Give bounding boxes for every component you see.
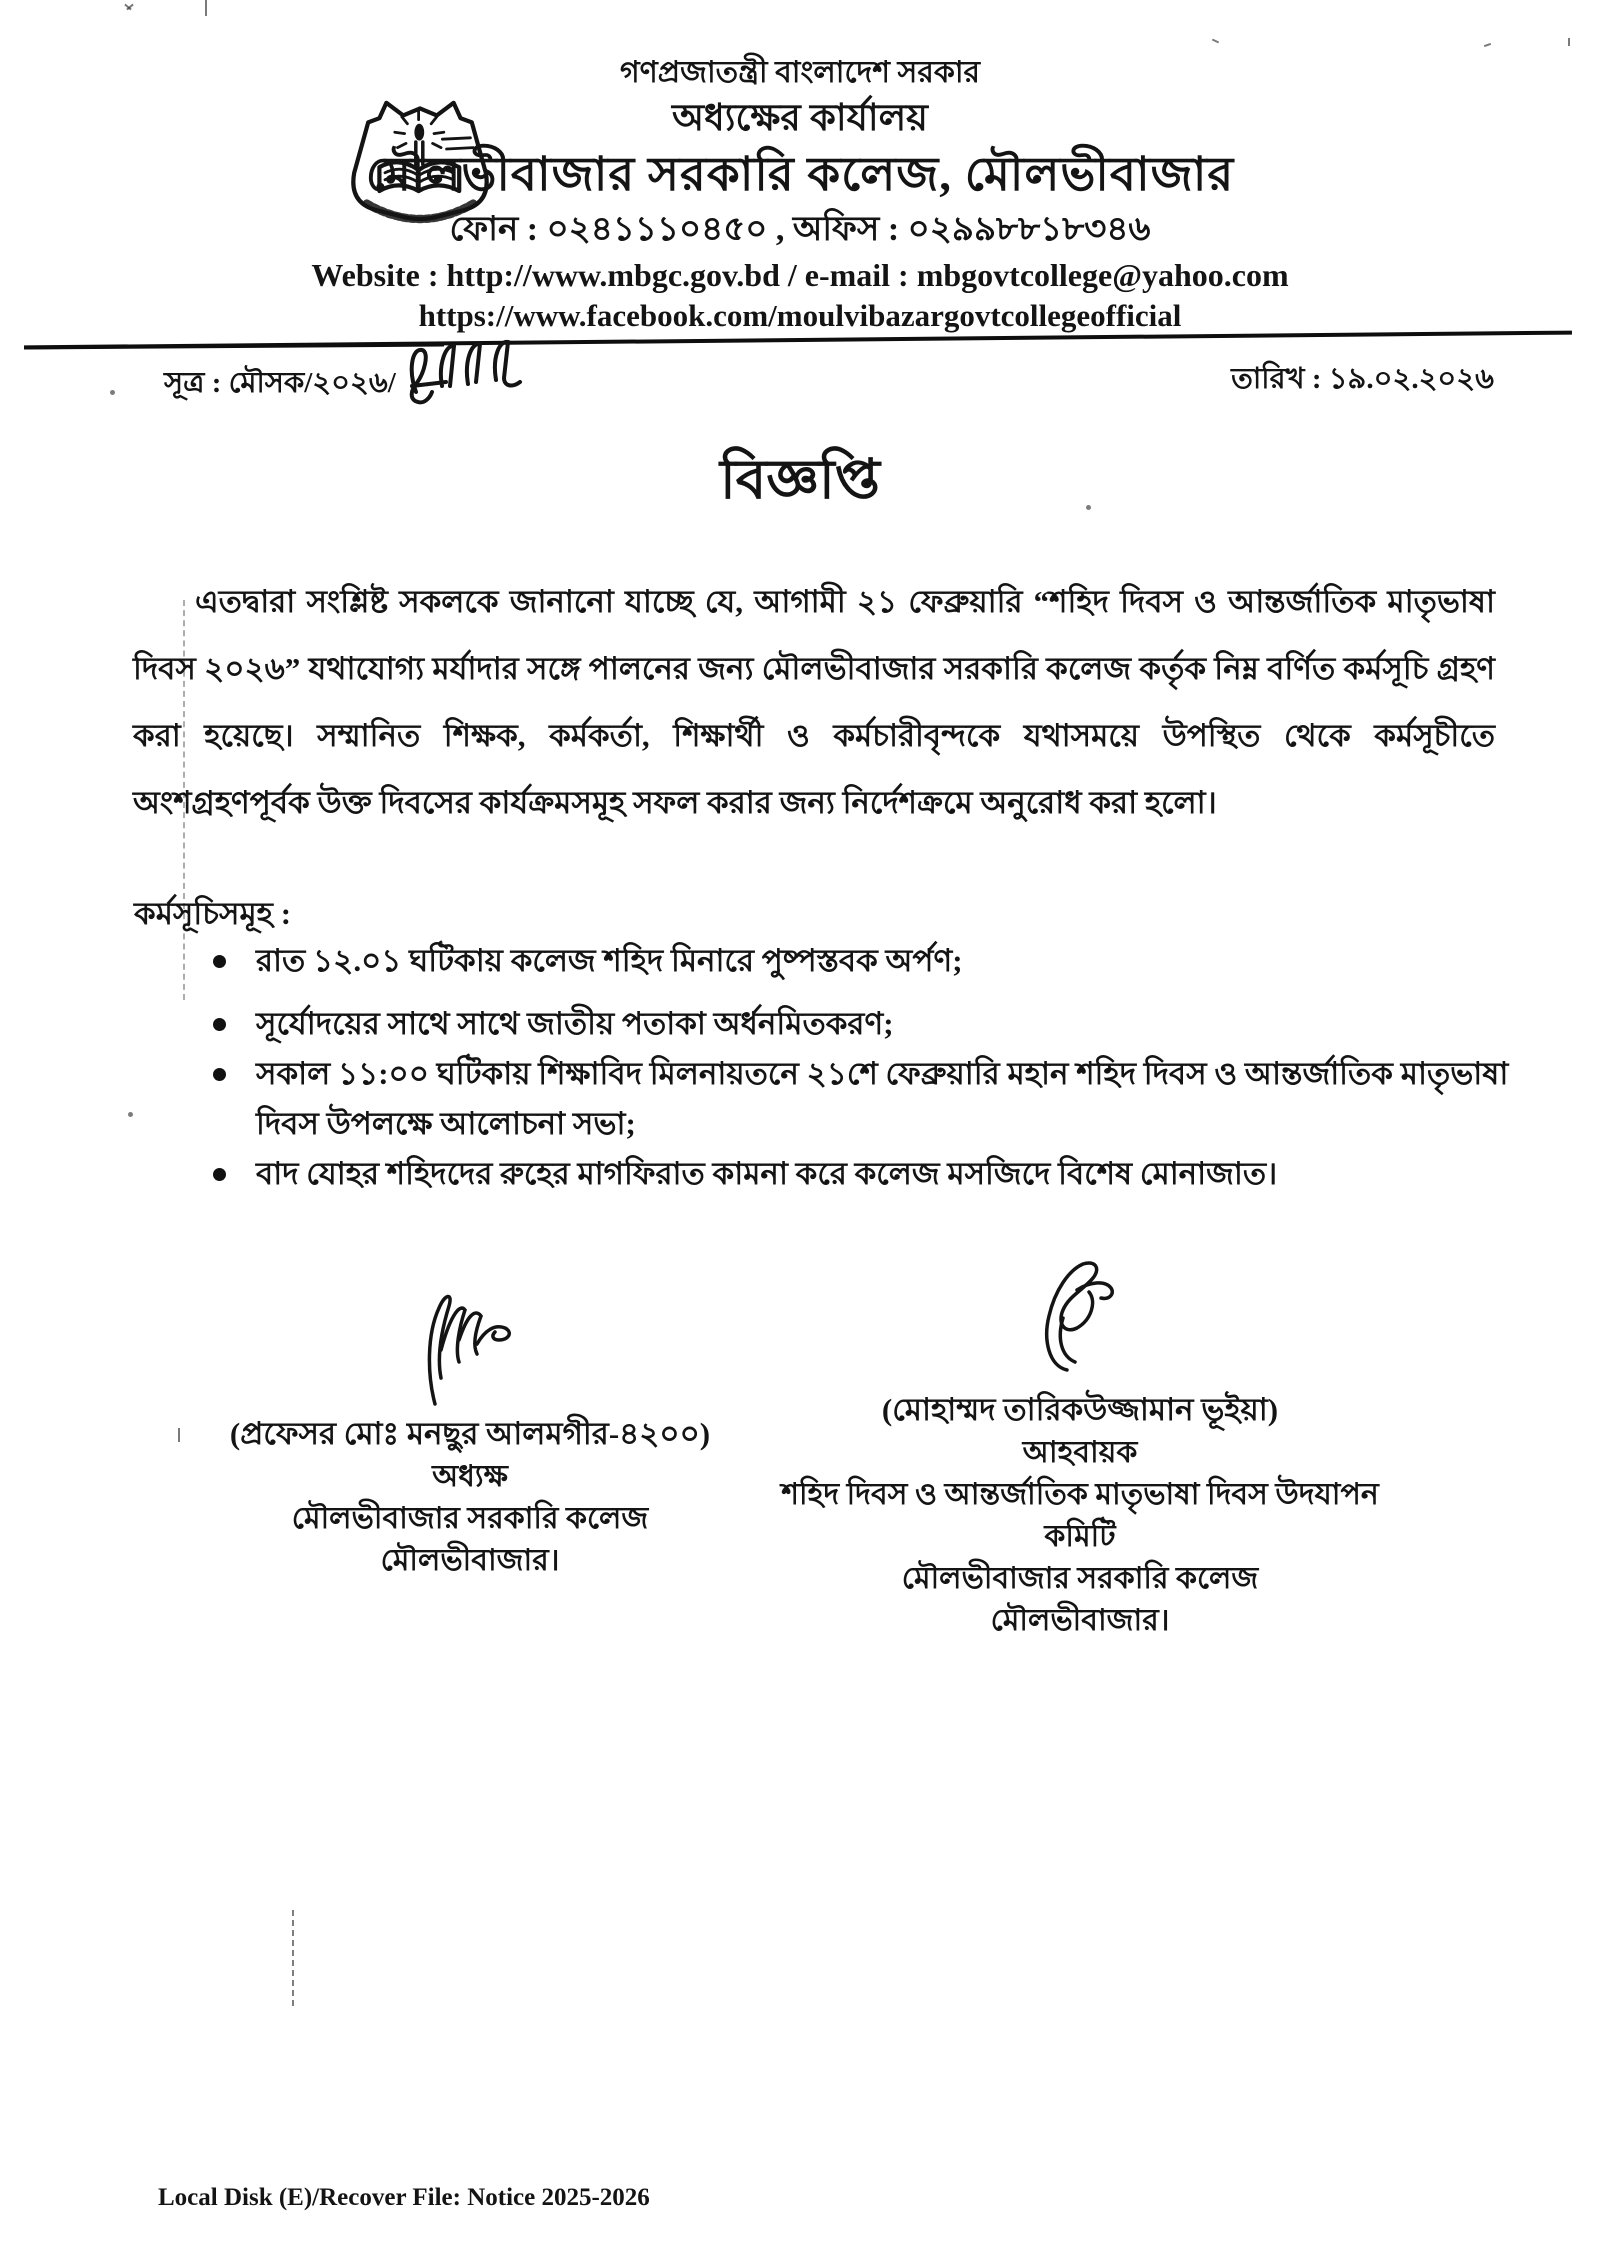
schedule-list (213, 936, 1523, 1199)
list-item-text: রাত ১২.০১ ঘটিকায় কলেজ শহিদ মিনারে পুষ্পস্তবক অর্পণ; (256, 943, 963, 978)
principal-place: মৌলভীবাজার। (380, 1544, 560, 1577)
memo-number (164, 360, 552, 416)
bullet-icon (213, 1168, 226, 1181)
scan-artifact (1086, 505, 1091, 510)
file-path-footer: Local Disk (E)/Recover File: Notice 2025-2026 (158, 2184, 650, 2211)
scan-artifact (205, 0, 207, 16)
scan-artifact (110, 390, 115, 395)
list-item-text: বাদ যোহর শহিদদের রুহের মাগফিরাত কামনা করে কলেজ মসজিদে বিশেষ মোনাজাত। (256, 1156, 1278, 1191)
handwritten-memo-number (402, 336, 552, 416)
office-line: অধ্যক্ষের কার্যালয় (672, 98, 928, 139)
list-item (213, 1049, 1523, 1149)
convener-designation: আহবায়ক (1022, 1436, 1138, 1469)
website-email-line: Website : http://www.mbgc.gov.bd / e-mail : mbgovtcollege@yahoo.com (311, 257, 1289, 293)
government-line: গণপ্রজাতন্ত্রী বাংলাদেশ সরকার (619, 56, 981, 89)
list-item-text: সকাল ১১:০০ ঘটিকায় শিক্ষাবিদ মিলনায়তনে ২১শে ফেব্রুয়ারি মহান শহিদ দিবস ও আন্তর্জাতিক মাতৃভাষা দিবস উপলক্ষে আলোচনা সভা; (256, 1056, 1509, 1141)
scan-artifact (1212, 39, 1219, 44)
notice-body-paragraph: এতদ্বারা সংশ্লিষ্ট সকলকে জানানো যাচ্ছে যে, আগামী ২১ ফেব্রুয়ারি “শহিদ দিবস ও আন্তর্জাতিক মাতৃভাষা দিবস ২০২৬” যথাযোগ্য মর্যাদার সঙ্গে পালনের জন্য মৌলভীবাজার সরকারি কলেজ কর্তৃক নিম্ন বর্ণিত কর্মসূচি গ্রহণ করা হয়েছে। সম্মানিত শিক্ষক, কর্মকর্তা, শিক্ষার্থী ও কর্মচারীবৃন্দকে যথাসময়ে উপস্থিত থেকে কর্মসূচীতে অংশগ্রহণপূর্বক উক্ত দিবসের কার্যক্রমসমূহ সফল করার জন্য নির্দেশক্রমে অনুরোধ করা হলো। (133, 584, 1495, 820)
convener-place: মৌলভীবাজার। (990, 1604, 1170, 1637)
college-name: মৌলভীবাজার সরকারি কলেজ, মৌলভীবাজার (365, 149, 1235, 201)
list-item (213, 999, 1523, 1049)
scan-fold-line (183, 600, 185, 1000)
page-title: বিজ্ঞপ্তি (720, 449, 880, 510)
ref-date-row (0, 350, 1600, 420)
scan-artifact (128, 1112, 133, 1117)
principal-signature-scribble (395, 1288, 545, 1406)
schedule-heading: কর্মসূচিসমূহ : (134, 896, 292, 931)
bullet-icon (213, 955, 226, 968)
list-item (213, 1149, 1523, 1199)
letterhead (0, 52, 1600, 336)
facebook-line: https://www.facebook.com/moulvibazargovtcollegeofficial (418, 298, 1182, 333)
principal-designation: অধ্যক্ষ (432, 1460, 508, 1493)
convener-signature-block (770, 1252, 1390, 1642)
list-item-text: সূর্যোদয়ের সাথে সাথে জাতীয় পতাকা অর্ধনমিতকরণ; (256, 1006, 894, 1041)
principal-name: (প্রফেসর মোঃ মনছুর আলমগীর-৪২০০) (229, 1416, 711, 1451)
scan-artifact (1568, 38, 1570, 46)
convener-name: (মোহাম্মদ তারিকউজ্জামান ভূইয়া) (881, 1392, 1279, 1427)
convener-institution: মৌলভীবাজার সরকারি কলেজ (901, 1562, 1259, 1595)
scan-artifact (1484, 43, 1491, 47)
list-item (213, 936, 1523, 986)
memo-label: সূত্র : মৌসক/২০২৬/ (164, 367, 396, 399)
principal-signature-block (195, 1288, 745, 1582)
principal-institution: মৌলভীবাজার সরকারি কলেজ (291, 1502, 649, 1535)
date-label: তারিখ : ১৯.০২.২০২৬ (1231, 363, 1494, 395)
scan-fold-line (292, 1910, 294, 2006)
convener-committee: শহিদ দিবস ও আন্তর্জাতিক মাতৃভাষা দিবস উদযাপন কমিটি (781, 1478, 1379, 1553)
bullet-icon (213, 1018, 226, 1031)
bullet-icon (213, 1068, 226, 1081)
phone-line: ফোন : ০২৪১১১০৪৫০ , অফিস : ০২৯৯৮৮১৮৩৪৬ (449, 211, 1151, 248)
scan-artifact (178, 1428, 180, 1442)
convener-signature-scribble (1015, 1252, 1145, 1382)
